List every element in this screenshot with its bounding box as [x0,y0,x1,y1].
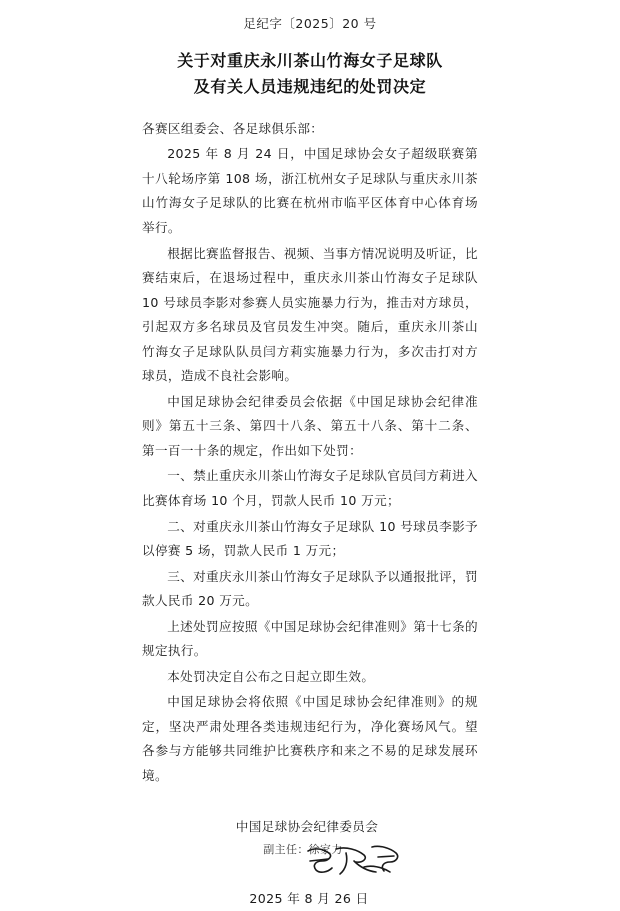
page-title-line-1: 关于对重庆永川茶山竹海女子足球队 [177,51,443,70]
signature-block [142,815,478,911]
page-title-line-2: 及有关人员违规违纪的处罚决定 [193,77,427,97]
paragraph-closing: 中国足球协会将依照《中国足球协会纪律准则》的规定，坚决严肃处理各类违规违纪行为，净化赛场风气。望各参与方能够共同维护比赛秩序和来之不易的足球发展环境。 [142,694,478,783]
paragraph-enforcement: 上述处罚应按照《中国足球协会纪律准则》第十七条的规定执行。 [142,618,478,659]
penalty-item-1: 一、禁止重庆永川茶山竹海女子足球队官员闫方莉进入比赛体育场 10 个月，罚款人民币 10 万元； [142,468,478,508]
page-title [100,48,520,101]
paragraph-match-info: 2025 年 8 月 24 日，中国足球协会女子超级联赛第十八轮场序第 108 场，浙江杭州女子足球队与重庆永川茶山竹海女子足球队的比赛在杭州市临平区体育中心体育场举行。 [142,146,478,235]
document-number: 足纪字〔2025〕20 号 [243,16,377,31]
signature-organization: 中国足球协会纪律委员会 [235,818,379,834]
signature-date: 2025 年 8 月 26 日 [249,891,369,907]
salutation: 各赛区组委会、各足球俱乐部： [142,120,324,136]
penalty-item-2: 二、对重庆永川茶山竹海女子足球队 10 号球员李影予以停赛 5 场，罚款人民币 1 万元； [142,518,478,559]
paragraph-effective-date: 本处罚决定自公布之日起立即生效。 [167,668,375,684]
paragraph-regulations: 中国足球协会纪律委员会依据《中国足球协会纪律准则》第五十三条、第四十八条、第五十八条、第十二条、第一百一十条的规定，作出如下处罚： [142,393,478,458]
paragraph-incident: 根据比赛监督报告、视频、当事方情况说明及听证，比赛结束后，在退场过程中，重庆永川茶山竹海女子足球队 10 号球员李影对参赛人员实施暴力行为，推击对方球员，引起双方多名球员及官员发生冲突。随后，重庆永川茶山竹海女子足球队队员闫方莉实施暴力行为，多次击打对方球员，造成不良社会影响。 [142,245,478,384]
signature-role: 副主任：徐家力 [263,843,343,857]
document-body [142,117,478,789]
penalty-item-3: 三、对重庆永川茶山竹海女子足球队予以通报批评，罚款人民币 20 万元。 [142,568,478,609]
